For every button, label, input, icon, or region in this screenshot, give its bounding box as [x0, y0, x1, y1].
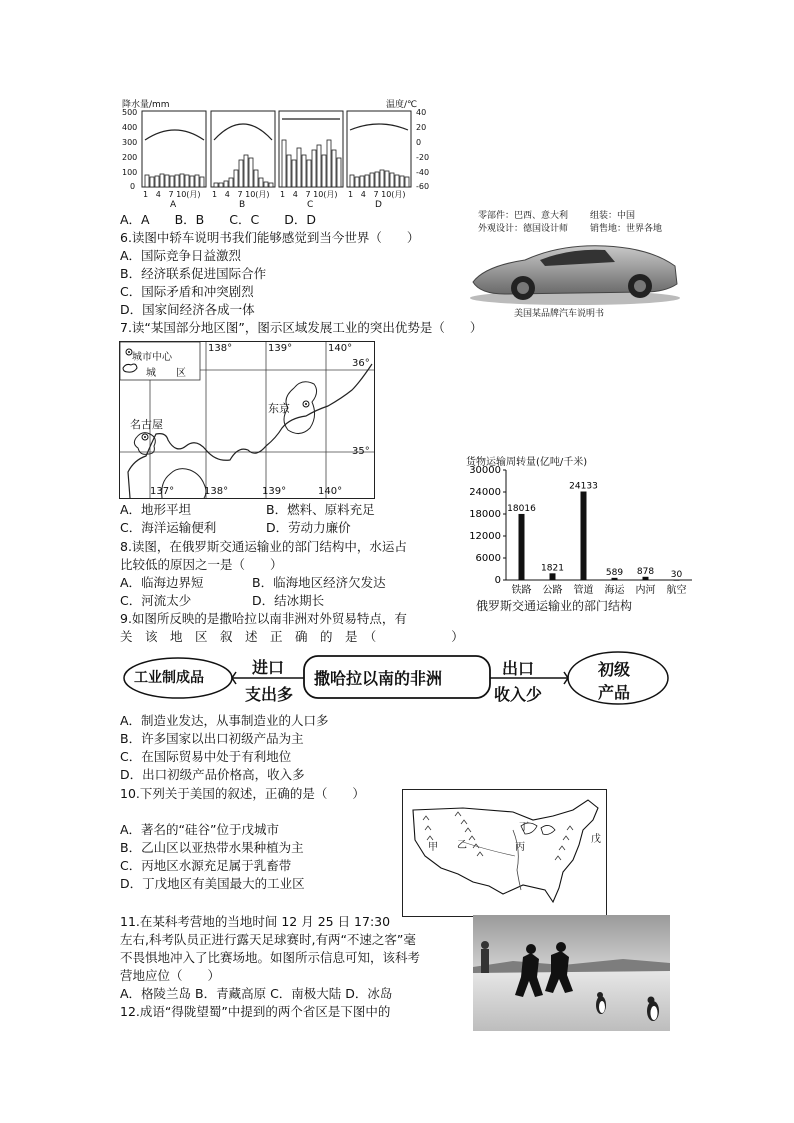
bar-chart-svg	[460, 465, 700, 605]
chart-xlabel: 俄罗斯交通运输业的部门结构	[476, 599, 633, 613]
antarctic-football-photo	[473, 915, 670, 1031]
car-caption: 美国某品牌汽车说明书	[514, 309, 605, 319]
temp-tick: 20	[416, 123, 427, 132]
lon-label: 139°	[268, 343, 293, 354]
sub-saharan-africa: 撒哈拉以南的非洲	[314, 669, 443, 688]
lon-label: 138°	[208, 343, 233, 354]
precip-tick: 200	[122, 153, 138, 162]
y-tick-label: 6000	[475, 553, 501, 564]
map-label-jia: 甲	[428, 842, 438, 853]
car-design: 外观设计：德国设计师	[478, 224, 569, 234]
y-tick-label: 18000	[469, 509, 501, 520]
income-label: 收入少	[494, 685, 543, 704]
q5-options: A．A B．B C．C D．D	[120, 212, 316, 227]
q10-option-d: D．丁戊地区有美国最大的工业区	[120, 876, 305, 891]
q12-stem: 12.成语“得陇望蜀”中提到的两个省区是下图中的	[120, 1004, 391, 1019]
y-tick-label: 24000	[469, 487, 501, 498]
q8-option-a: A．临海边界短	[120, 575, 204, 590]
precip-tick: 0	[130, 182, 136, 191]
temp-tick: 40	[416, 108, 427, 117]
expense-label: 支出多	[245, 685, 294, 704]
q6-option-b: B．经济联系促进国际合作	[120, 266, 267, 281]
q10-stem: 10.下列关于美国的叙述，正确的是（ ）	[120, 786, 365, 801]
car-assembly: 组装：中国	[590, 211, 636, 221]
temp-tick: -20	[416, 153, 430, 162]
q11-line2: 左右,科考队员正进行露天足球赛时,有两“不速之客”毫	[120, 932, 416, 947]
precip-tick: 400	[122, 123, 138, 132]
q9-option-a: A．制造业发达，从事制造业的人口多	[120, 713, 329, 728]
q10-option-b: B．乙山区以亚热带水果种植为主	[120, 840, 304, 855]
climate-panel-d	[347, 111, 411, 187]
bar-value-label: 30	[670, 569, 683, 580]
q7-option-d: D．劳动力廉价	[266, 520, 351, 535]
legend-urban-area: 城 区	[146, 368, 186, 379]
legend-city-center: 城市中心	[132, 352, 172, 363]
category-label: 公路	[542, 585, 563, 596]
month-ticks: 1 4 7 10(月)	[348, 190, 406, 199]
y-tick-label: 30000	[469, 465, 501, 476]
map-label-wu: 戊	[591, 834, 601, 845]
bar	[581, 492, 587, 580]
lat-label: 35°	[352, 446, 370, 457]
q7-option-a: A．地形平坦	[120, 502, 192, 517]
q7-option-b: B．燃料、原料充足	[266, 502, 375, 517]
chart-ylabel: 货物运输周转量(亿吨/千米)	[466, 457, 588, 468]
precip-tick: 100	[122, 168, 138, 177]
q9-option-b: B．许多国家以出口初级产品为主	[120, 731, 304, 746]
temp-tick: -60	[416, 182, 430, 191]
nagoya-label: 名古屋	[130, 418, 163, 431]
temp-tick: 0	[416, 138, 422, 147]
month-ticks: 1 4 7 10(月)	[280, 190, 338, 199]
car-parts: 零部件：巴西、意大利	[478, 211, 569, 221]
q8-option-c: C．河流太少	[120, 593, 192, 608]
q8-option-d: D．结冰期长	[252, 593, 325, 608]
climate-panel-b	[211, 111, 275, 187]
bar	[519, 514, 525, 580]
temp-axis-label: 温度/℃	[386, 100, 418, 110]
q6-stem: 6.读图中轿车说明书我们能够感觉到当今世界（ ）	[120, 230, 420, 245]
japan-map	[119, 341, 375, 499]
panel-label-c: C	[307, 200, 314, 210]
y-tick-label: 12000	[469, 531, 501, 542]
bar-value-label: 24133	[569, 481, 598, 492]
category-label: 铁路	[511, 585, 532, 596]
climate-panels-svg	[0, 0, 794, 220]
q11-line1: 11.在某科考营地的当地时间 12 月 25 日 17:30	[120, 914, 391, 929]
manufactured-goods: 工业制成品	[134, 670, 204, 686]
lon-label: 137°	[150, 486, 175, 497]
bar-value-label: 1821	[541, 563, 564, 574]
tokyo-label: 东京	[268, 402, 290, 415]
bar-value-label: 589	[605, 567, 624, 578]
panel-label-b: B	[239, 200, 246, 210]
primary-products-1: 初级	[598, 660, 631, 679]
q6-option-a: A．国际竞争日益激烈	[120, 248, 242, 263]
panel-label-d: D	[375, 200, 382, 210]
q6-option-c: C．国际矛盾和冲突剧烈	[120, 284, 254, 299]
q11-options: A．格陵兰岛 B．青藏高原 C．南极大陆 D．冰岛	[120, 986, 393, 1001]
usa-map-svg	[403, 790, 606, 916]
export-label: 出口	[502, 659, 535, 678]
car-sales: 销售地：世界各地	[590, 224, 663, 234]
temp-tick: -40	[416, 168, 430, 177]
category-label: 内河	[635, 585, 656, 596]
map-label-bing: 丙	[515, 842, 525, 853]
month-ticks: 1 4 7 10(月)	[143, 190, 201, 199]
panel-label-a: A	[170, 200, 177, 210]
map-label-ding: 丁	[519, 822, 529, 833]
climate-panel-a	[142, 111, 206, 187]
lon-label: 139°	[262, 486, 287, 497]
precip-tick: 500	[122, 108, 138, 117]
bar	[550, 573, 556, 580]
category-label: 管道	[573, 585, 594, 596]
bar-value-label: 878	[636, 566, 655, 577]
q11-line4: 营地应位（ ）	[120, 968, 221, 983]
map-label-yi: 乙	[457, 840, 467, 851]
q9-stem-line1: 9.如图所反映的是撒哈拉以南非洲对外贸易特点，有	[120, 611, 407, 626]
q8-option-b: B．临海地区经济欠发达	[252, 575, 386, 590]
category-label: 航空	[666, 585, 687, 596]
precip-axis-label: 降水量/mm	[122, 100, 170, 110]
q6-option-d: D．国家间经济各成一体	[120, 302, 255, 317]
usa-map	[402, 789, 607, 917]
category-label: 海运	[604, 585, 625, 596]
q10-option-c: C．丙地区水源充足属于乳畜带	[120, 858, 292, 873]
climate-panel-c	[279, 111, 343, 187]
q7-option-c: C．海洋运输便利	[120, 520, 217, 535]
bar	[612, 578, 618, 580]
import-label: 进口	[252, 658, 285, 677]
primary-products-2: 产品	[598, 683, 631, 702]
precip-tick: 300	[122, 138, 138, 147]
q10-option-a: A．著名的“硅谷”位于戊城市	[120, 822, 280, 837]
q8-stem-line2: 比较低的原因之一是（ ）	[120, 557, 283, 572]
lon-label: 140°	[318, 486, 343, 497]
bar	[674, 580, 680, 581]
q7-stem: 7.读“某国部分地区图”，图示区域发展工业的突出优势是（ ）	[120, 320, 483, 335]
q9-option-c: C．在国际贸易中处于有利地位	[120, 749, 292, 764]
month-ticks: 1 4 7 10(月)	[212, 190, 270, 199]
lat-label: 36°	[352, 358, 370, 369]
q9-option-d: D．出口初级产品价格高，收入多	[120, 767, 305, 782]
lon-label: 140°	[328, 343, 353, 354]
bar-value-label: 18016	[507, 503, 536, 514]
bar	[643, 577, 649, 580]
q11-line3: 不畏惧地冲入了比赛场地。如图所示信息可知，该科考	[120, 950, 421, 965]
q8-stem-line1: 8.读图，在俄罗斯交通运输业的部门结构中，水运占	[120, 539, 407, 554]
q9-stem-line2: 关 该 地 区 叙 述 正 确 的 是 （ ）	[120, 629, 464, 644]
car-illustration	[465, 236, 685, 306]
lon-label: 138°	[204, 486, 229, 497]
y-tick-label: 0	[494, 575, 501, 586]
